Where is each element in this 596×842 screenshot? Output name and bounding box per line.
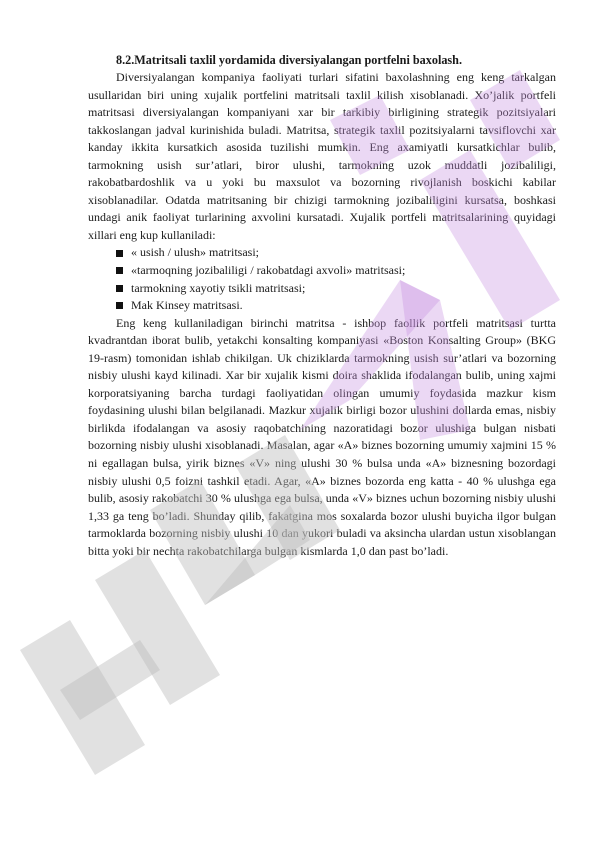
list-item-text: tarmokning xayotiy tsikli matritsasi; xyxy=(131,280,306,295)
square-bullet-icon xyxy=(116,285,123,292)
list-item-text: «tarmoqning jozibaliligi / rakobatdagi axvoli» matritsasi; xyxy=(131,263,406,278)
square-bullet-icon xyxy=(116,302,123,309)
list-item xyxy=(116,280,556,298)
paragraph-bcg-matrix: Eng keng kullaniladigan birinchi matritsa - ishbop faollik portfeli matritsasi turtta kvadrantdan iborat bulib, yetakchi konsalting kompaniyasi «Boston Konsalting Group» (BKG 19-rasm) tomonidan ishlab chikilgan. Uk chiziklarda tarmokning usish sur’atlari va bozorning nisbiy ulushi kayd kilinadi. Xar bir xujalik kismi doira shaklida ifodalangan bulib, uning xajmi korporatsiyaning barcha turdagi faoliyatidan olingan umumiy foydasida mazkur kism foydasining ulushi bilan belgilanadi. Mazkur xujalik birligi bozor ulushini dollarda emas, nisbiy birlikda ifodalangan va asosiy raqobatchining nazoratidagi bozor ulushiga bulgan nisbati bozorning nisbiy ulushi xisoblanadi. Masalan, agar «A» biznes bozorning umumiy xajmini 15 % ni egallagan bulsa, yirik biznes «V» ning ulushi 30 % bulsa unda «A» biznesning bozordagi nisbiy ulushi 0,5 foizni tashkil etadi. Agar, «A» biznes bozorda eng katta - 40 % ulushga ega bulib, asosiy rakobatchi 30 % ulushga ega bulsa, unda «V» biznes uchun bozorning nisbiy ulushi 1,33 ga teng bo’ladi. Shunday qilib, fakatgina mos soxalarda bozor ulushi buyicha ilgor bulgan tarmoklarda bozorning nisbiy ulushi 10 dan yukori buladi va aksincha ulardan ustun xisoblangan bitta yoki bir nechta rakobatchilarga bulgan kismlarda 1,0 dan past bo’ladi. xyxy=(88,315,556,558)
list-item-text: « usish / ulush» matritsasi; xyxy=(131,245,260,260)
list-item xyxy=(116,297,556,315)
paragraph-intro: Diversiyalangan kompaniya faoliyati turlari sifatini baxolashning eng keng tarkalgan usullaridan biri uning xujalik portfelini matritsali taxlil kilish xisoblanadi. Xo’jalik portfeli matritsasi diversiyalangan kompaniyani xar bir tarkibiy birligining strategik pozitsiyalari takkoslangan jadval kurinishida buladi. Matritsa, strategik taxlil pozitsiyalarni tavsiflovchi xar kanday ikkita kursatkich asosida tuzilishi mumkin. Eng axamiyatli kursatkichlar bulib, tarmokning usish sur’atlari, biror ulushi, tarmokning uzok muddatli jozibaliligi, rakobatbardoshlik va u yoki bu maxsulot va bozorning rivojlanish boskichi kabilar xisoblanadilar. Odatda matritsaning bir chizigi tarmokning jozibaliligini kursatsa, boshkasi undagi anik faoliyat turlarining axvolini kursatadi. Xujalik portfeli matritsalarining quyidagi xillari eng kup kullaniladi: xyxy=(88,70,556,242)
list-item xyxy=(116,244,556,262)
matrix-types-list xyxy=(88,244,556,314)
square-bullet-icon xyxy=(116,267,123,274)
section-heading: 8.2.Matritsali taxlil yordamida diversiyalangan portfelni baxolash. xyxy=(116,53,462,67)
square-bullet-icon xyxy=(116,250,123,257)
list-item-text: Mak Kinsey matritsasi. xyxy=(131,298,243,313)
list-item xyxy=(116,262,556,280)
document-page xyxy=(88,52,556,560)
